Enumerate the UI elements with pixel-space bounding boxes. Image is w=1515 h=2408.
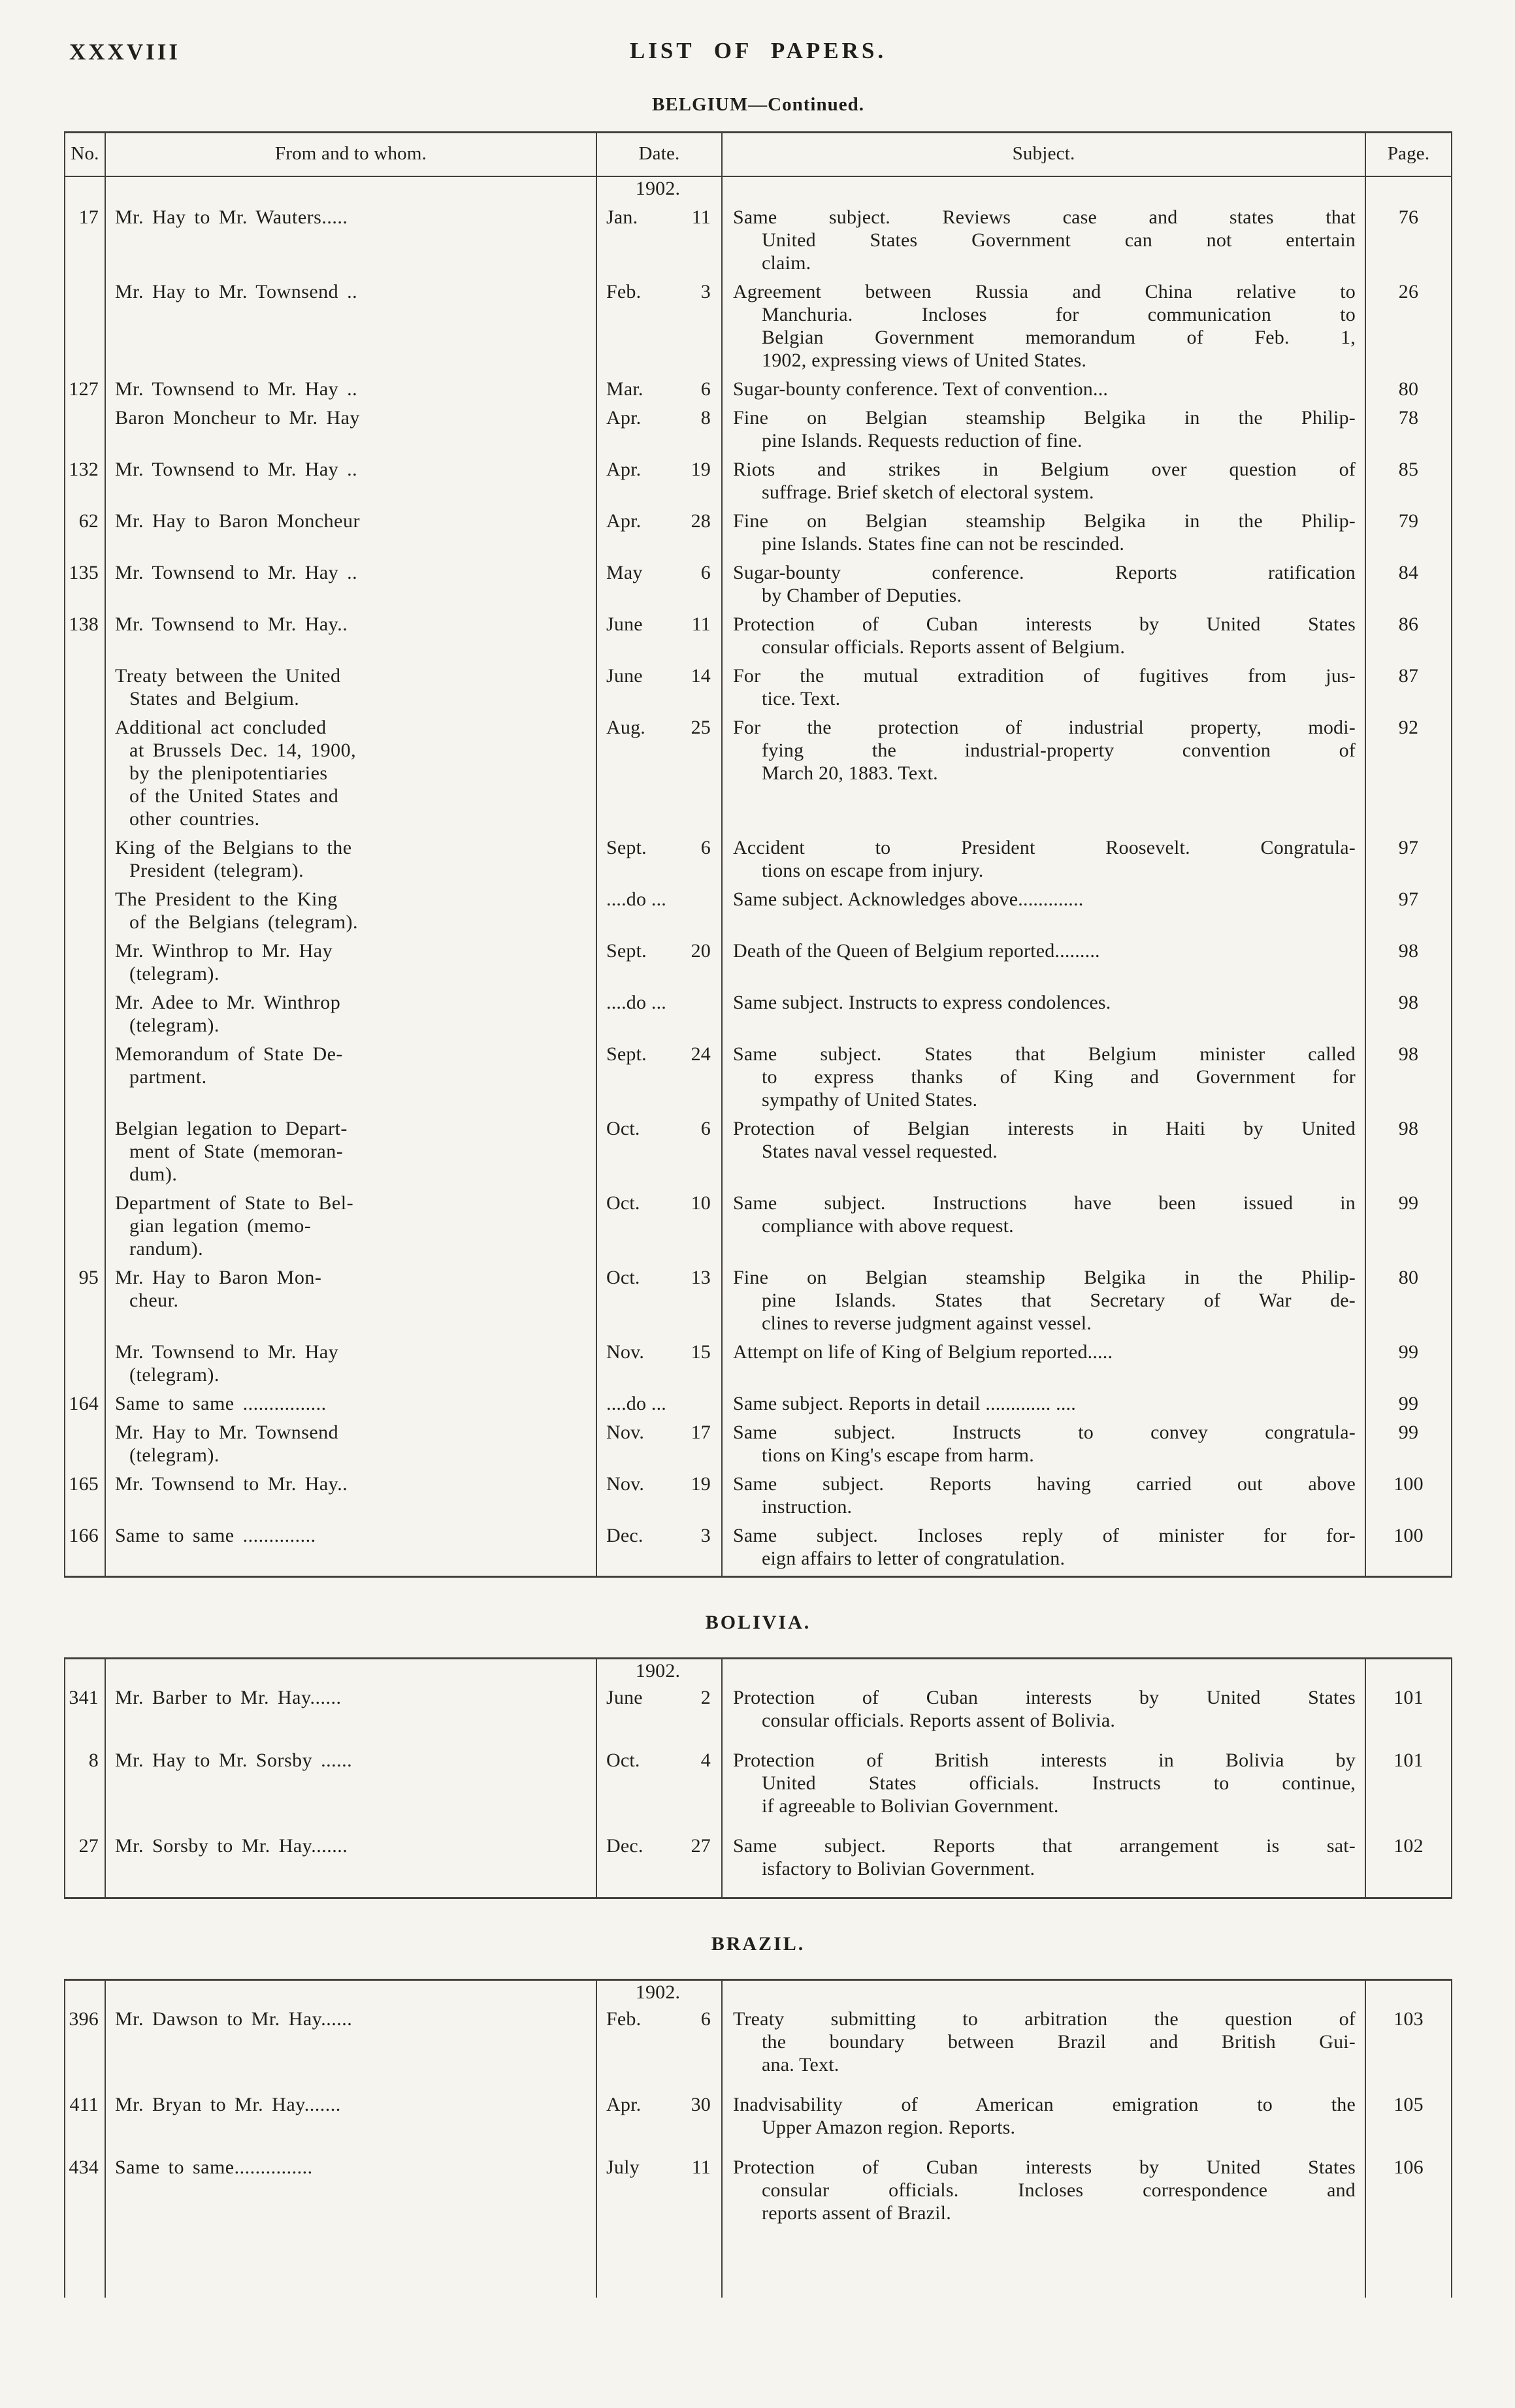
subject-cell: Riots and strikes in Belgium over question of suffrage. Brief sketch of electoral system. <box>722 458 1365 510</box>
document-number: 341 <box>65 1686 105 1749</box>
from-to-cell: Mr. Adee to Mr. Winthrop (telegram). <box>105 991 596 1043</box>
subject-cell: For the protection of industrial property, modi- fying the industrial-property convention of March 20, 1883. Text. <box>722 716 1365 836</box>
subject-cell <box>722 1659 1365 1687</box>
date-day: 3 <box>700 281 711 302</box>
page-title: LIST OF PAPERS. <box>629 38 887 63</box>
from-to-cell: Additional act concluded at Brussels Dec. 14, 1900, by the plenipotentiaries of the United States and other countries. <box>105 716 596 836</box>
date-month: Nov. <box>606 1341 645 1363</box>
date-cell <box>596 1524 722 1577</box>
no-cell <box>65 1980 105 2008</box>
from-to-cell <box>105 176 596 206</box>
from-to-cell: Same to same ................ <box>105 1392 596 1421</box>
date-day: 6 <box>700 562 711 583</box>
date-day: 19 <box>691 1473 711 1495</box>
page-number: 80 <box>1365 378 1452 406</box>
subject-cell: Inadvisability of American emigration to the Upper Amazon region. Reports. <box>722 2093 1365 2156</box>
date-cell <box>596 1472 722 1524</box>
page-number: 103 <box>1365 2008 1452 2093</box>
date-month: June <box>606 1687 643 1708</box>
page-number: 106 <box>1365 2156 1452 2241</box>
from-to-cell: Mr. Townsend to Mr. Hay .. <box>105 458 596 510</box>
column-header-date: Date. <box>596 133 722 177</box>
paper-row <box>65 378 1452 406</box>
date-cell <box>596 1421 722 1472</box>
subject-cell: Sugar-bounty conference. Text of convention... <box>722 378 1365 406</box>
date-cell <box>596 1043 722 1117</box>
date-cell <box>596 1192 722 1266</box>
date-month: Sept. <box>606 837 647 858</box>
document-number <box>65 836 105 888</box>
subject-cell: Protection of Cuban interests by United States consular officials. Reports assent of Belgium. <box>722 613 1365 664</box>
page-number: 78 <box>1365 406 1452 458</box>
date-day: 30 <box>691 2094 711 2115</box>
column-header-page: Page. <box>1365 133 1452 177</box>
date-cell <box>596 716 722 836</box>
date-month: Feb. <box>606 281 642 302</box>
from-to-cell <box>105 1659 596 1687</box>
page-cell <box>1365 1980 1452 2008</box>
page-number: 85 <box>1365 458 1452 510</box>
paper-row <box>65 510 1452 561</box>
date-cell <box>596 1659 722 1687</box>
subject-cell: Same subject. Incloses reply of minister for for- eign affairs to letter of congratulation. <box>722 1524 1365 1577</box>
date-month: June <box>606 613 643 635</box>
date-month: Oct. <box>606 1267 640 1288</box>
date-day: 10 <box>691 1192 711 1214</box>
from-to-cell: Mr. Sorsby to Mr. Hay....... <box>105 1834 596 1898</box>
date-month: Apr. <box>606 2094 642 2115</box>
from-to-cell: Mr. Hay to Baron Moncheur <box>105 510 596 561</box>
date-cell <box>596 1392 722 1421</box>
paper-row <box>65 716 1452 836</box>
date-cell <box>596 1117 722 1192</box>
date-day: 11 <box>691 206 711 228</box>
subject-cell: Same subject. Acknowledges above............. <box>722 888 1365 939</box>
no-cell <box>65 176 105 206</box>
date-day: 20 <box>691 940 711 962</box>
paper-row <box>65 1392 1452 1421</box>
date-month: Nov. <box>606 1473 645 1495</box>
year-label: 1902. <box>635 1660 681 1682</box>
paper-row <box>65 206 1452 280</box>
column-header-no: No. <box>65 133 105 177</box>
paper-row <box>65 613 1452 664</box>
page-number: 101 <box>1365 1749 1452 1834</box>
page-number: 92 <box>1365 716 1452 836</box>
papers-table-brazil <box>64 1979 1452 2298</box>
document-number: 27 <box>65 1834 105 1898</box>
papers-table-belgium <box>64 131 1452 1578</box>
subject-cell: Same subject. Reports in detail ............. .... <box>722 1392 1365 1421</box>
date-cell <box>596 176 722 206</box>
date-month: Apr. <box>606 510 642 532</box>
date-month: July <box>606 2156 640 2178</box>
date-cell <box>596 2156 722 2241</box>
date-day: 6 <box>700 837 711 858</box>
from-to-cell: Mr. Hay to Mr. Sorsby ...... <box>105 1749 596 1834</box>
from-to-cell: The President to the King of the Belgians (telegram). <box>105 888 596 939</box>
document-number: 396 <box>65 2008 105 2093</box>
date-day: 6 <box>700 1118 711 1139</box>
document-number <box>65 939 105 991</box>
subject-cell: Same subject. Instructions have been issued in compliance with above request. <box>722 1192 1365 1266</box>
date-day: 27 <box>691 1835 711 1857</box>
date-month: Oct. <box>606 1749 640 1771</box>
date-month: Oct. <box>606 1192 640 1214</box>
year-row <box>65 1980 1452 2008</box>
year-label: 1902. <box>635 1981 681 2003</box>
document-number <box>65 406 105 458</box>
document-number <box>65 664 105 716</box>
paper-row <box>65 1472 1452 1524</box>
paper-row <box>65 664 1452 716</box>
from-to-cell: Department of State to Bel- gian legation (memo- randum). <box>105 1192 596 1266</box>
date-month: Oct. <box>606 1118 640 1139</box>
document-number <box>65 716 105 836</box>
from-to-cell: Baron Moncheur to Mr. Hay <box>105 406 596 458</box>
page-number: 99 <box>1365 1341 1452 1392</box>
date-cell <box>596 378 722 406</box>
paper-row <box>65 1266 1452 1341</box>
date-cell <box>596 561 722 613</box>
document-number: 17 <box>65 206 105 280</box>
date-day: 3 <box>700 1525 711 1546</box>
paper-row <box>65 1043 1452 1117</box>
date-cell <box>596 1341 722 1392</box>
date-cell <box>596 510 722 561</box>
date-day: 13 <box>691 1267 711 1288</box>
date-month: Sept. <box>606 1043 647 1065</box>
document-number <box>65 1043 105 1117</box>
table-body-brazil <box>65 1980 1452 2298</box>
date-day: 8 <box>700 407 711 429</box>
subject-cell: Protection of Cuban interests by United States consular officials. Reports assent of Bolivia. <box>722 1686 1365 1749</box>
date-day: 6 <box>700 2008 711 2030</box>
date-month: ....do ... <box>606 992 666 1013</box>
page-header <box>64 37 1452 74</box>
from-to-cell: Same to same............... <box>105 2156 596 2241</box>
from-to-cell: Mr. Townsend to Mr. Hay .. <box>105 378 596 406</box>
document-number <box>65 1117 105 1192</box>
date-cell <box>596 613 722 664</box>
from-to-cell: Mr. Townsend to Mr. Hay .. <box>105 561 596 613</box>
paper-row <box>65 1749 1452 1834</box>
paper-row <box>65 561 1452 613</box>
page-number: 80 <box>1365 1266 1452 1341</box>
document-number <box>65 1192 105 1266</box>
subject-cell: Fine on Belgian steamship Belgika in the Philip- pine Islands. States that Secretary of War de- clines to reverse judgment against vessel. <box>722 1266 1365 1341</box>
table-body-bolivia <box>65 1659 1452 1898</box>
subject-cell: Treaty submitting to arbitration the question of the boundary between Brazil and British Gui- ana. Text. <box>722 2008 1365 2093</box>
date-month: ....do ... <box>606 888 666 910</box>
document-number <box>65 888 105 939</box>
subject-cell: Same subject. Instructs to convey congratula- tions on King's escape from harm. <box>722 1421 1365 1472</box>
section-heading-bolivia: BOLIVIA. <box>705 1612 811 1633</box>
date-day: 28 <box>691 510 711 532</box>
date-cell <box>596 280 722 378</box>
from-to-cell: Mr. Townsend to Mr. Hay.. <box>105 1472 596 1524</box>
from-to-cell: Mr. Hay to Mr. Wauters..... <box>105 206 596 280</box>
from-to-cell: Mr. Bryan to Mr. Hay....... <box>105 2093 596 2156</box>
date-day: 4 <box>700 1749 711 1771</box>
date-day: 17 <box>691 1422 711 1443</box>
document-number: 164 <box>65 1392 105 1421</box>
table-spacer-row <box>65 2241 1452 2298</box>
page-number: 97 <box>1365 888 1452 939</box>
column-header-from: From and to whom. <box>105 133 596 177</box>
page-number: 98 <box>1365 939 1452 991</box>
subject-cell: Fine on Belgian steamship Belgika in the Philip- pine Islands. States fine can not be rescinded. <box>722 510 1365 561</box>
document-number <box>65 991 105 1043</box>
papers-table-bolivia <box>64 1657 1452 1899</box>
document-number: 127 <box>65 378 105 406</box>
paper-row <box>65 1117 1452 1192</box>
subject-cell: Fine on Belgian steamship Belgika in the Philip- pine Islands. Requests reduction of fine. <box>722 406 1365 458</box>
date-cell <box>596 664 722 716</box>
document-number: 135 <box>65 561 105 613</box>
from-to-cell: King of the Belgians to the President (telegram). <box>105 836 596 888</box>
date-cell <box>596 836 722 888</box>
date-month: ....do ... <box>606 1393 666 1414</box>
table-header-row <box>65 133 1452 177</box>
section-heading-belgium-continued: BELGIUM—Continued. <box>652 94 864 115</box>
date-day: 19 <box>691 459 711 480</box>
paper-row <box>65 458 1452 510</box>
subject-cell: Same subject. Instructs to express condolences. <box>722 991 1365 1043</box>
page-number: 86 <box>1365 613 1452 664</box>
page-number: 99 <box>1365 1421 1452 1472</box>
document-number <box>65 1341 105 1392</box>
date-cell <box>596 1686 722 1749</box>
from-to-cell: Mr. Townsend to Mr. Hay.. <box>105 613 596 664</box>
document-number: 132 <box>65 458 105 510</box>
year-row <box>65 176 1452 206</box>
document-number: 8 <box>65 1749 105 1834</box>
document-number: 434 <box>65 2156 105 2241</box>
from-to-cell: Same to same .............. <box>105 1524 596 1577</box>
date-cell <box>596 2008 722 2093</box>
page-number: 100 <box>1365 1472 1452 1524</box>
date-day: 14 <box>691 665 711 687</box>
date-cell <box>596 1266 722 1341</box>
page-number: 101 <box>1365 1686 1452 1749</box>
subject-cell: For the mutual extradition of fugitives from jus- tice. Text. <box>722 664 1365 716</box>
page-number: 76 <box>1365 206 1452 280</box>
date-month: Dec. <box>606 1525 643 1546</box>
from-to-cell: Mr. Hay to Mr. Townsend (telegram). <box>105 1421 596 1472</box>
subject-cell: Same subject. Reviews case and states that United States Government can not entertain claim. <box>722 206 1365 280</box>
date-day: 11 <box>691 613 711 635</box>
document-number: 411 <box>65 2093 105 2156</box>
paper-row <box>65 1192 1452 1266</box>
subject-cell <box>722 176 1365 206</box>
date-month: Mar. <box>606 378 643 400</box>
date-cell <box>596 939 722 991</box>
subject-cell: Protection of Cuban interests by United States consular officials. Incloses correspondence and reports assent of Brazil. <box>722 2156 1365 2241</box>
document-number <box>65 280 105 378</box>
paper-row <box>65 280 1452 378</box>
paper-row <box>65 2156 1452 2241</box>
page-number: 98 <box>1365 1043 1452 1117</box>
from-to-cell: Mr. Winthrop to Mr. Hay (telegram). <box>105 939 596 991</box>
subject-cell: Death of the Queen of Belgium reported......... <box>722 939 1365 991</box>
paper-row <box>65 1686 1452 1749</box>
subject-cell: Same subject. States that Belgium minister called to express thanks of King and Government for sympathy of United States. <box>722 1043 1365 1117</box>
date-cell <box>596 991 722 1043</box>
from-to-cell: Mr. Hay to Mr. Townsend .. <box>105 280 596 378</box>
page-number: 102 <box>1365 1834 1452 1898</box>
date-day: 6 <box>700 378 711 400</box>
subject-cell: Same subject. Reports that arrangement is sat- isfactory to Bolivian Government. <box>722 1834 1365 1898</box>
subject-cell: Protection of British interests in Bolivia by United States officials. Instructs to continue, if agreeable to Bolivian Government. <box>722 1749 1365 1834</box>
date-cell <box>596 1980 722 2008</box>
from-to-cell: Treaty between the United States and Belgium. <box>105 664 596 716</box>
document-number: 166 <box>65 1524 105 1577</box>
date-cell <box>596 458 722 510</box>
page-cell <box>1365 176 1452 206</box>
document-number <box>65 1421 105 1472</box>
paper-row <box>65 991 1452 1043</box>
paper-row <box>65 1524 1452 1577</box>
date-day: 11 <box>691 2156 711 2178</box>
paper-row <box>65 836 1452 888</box>
date-month: Nov. <box>606 1422 645 1443</box>
year-label: 1902. <box>635 178 681 199</box>
date-month: June <box>606 665 643 687</box>
from-to-cell: Mr. Barber to Mr. Hay...... <box>105 1686 596 1749</box>
date-month: Apr. <box>606 407 642 429</box>
page-folio: XXXVIII <box>69 39 180 65</box>
date-month: Sept. <box>606 940 647 962</box>
subject-cell: Accident to President Roosevelt. Congratula- tions on escape from injury. <box>722 836 1365 888</box>
date-cell <box>596 206 722 280</box>
subject-cell: Same subject. Reports having carried out above instruction. <box>722 1472 1365 1524</box>
date-day: 24 <box>691 1043 711 1065</box>
table-body-belgium <box>65 176 1452 1577</box>
document-number: 62 <box>65 510 105 561</box>
page-number: 98 <box>1365 991 1452 1043</box>
subject-cell <box>722 1980 1365 2008</box>
date-month: Dec. <box>606 1835 643 1857</box>
date-cell <box>596 406 722 458</box>
page-number: 97 <box>1365 836 1452 888</box>
date-cell <box>596 1749 722 1834</box>
document-number: 95 <box>65 1266 105 1341</box>
year-row <box>65 1659 1452 1687</box>
paper-row <box>65 2008 1452 2093</box>
paper-row <box>65 2093 1452 2156</box>
page-number: 84 <box>1365 561 1452 613</box>
paper-row <box>65 1421 1452 1472</box>
no-cell <box>65 1659 105 1687</box>
date-cell <box>596 2093 722 2156</box>
from-to-cell: Mr. Hay to Baron Mon- cheur. <box>105 1266 596 1341</box>
page-cell <box>1365 1659 1452 1687</box>
date-month: Apr. <box>606 459 642 480</box>
date-month: Feb. <box>606 2008 642 2030</box>
page-number: 105 <box>1365 2093 1452 2156</box>
date-day: 25 <box>691 717 711 738</box>
date-day: 2 <box>700 1687 711 1708</box>
page-number: 79 <box>1365 510 1452 561</box>
date-day: 15 <box>691 1341 711 1363</box>
from-to-cell: Mr. Dawson to Mr. Hay...... <box>105 2008 596 2093</box>
page-number: 87 <box>1365 664 1452 716</box>
document-number: 165 <box>65 1472 105 1524</box>
page-number: 26 <box>1365 280 1452 378</box>
from-to-cell: Memorandum of State De- partment. <box>105 1043 596 1117</box>
date-month: May <box>606 562 643 583</box>
paper-row <box>65 939 1452 991</box>
date-month: Jan. <box>606 206 638 228</box>
from-to-cell: Belgian legation to Depart- ment of State (memoran- dum). <box>105 1117 596 1192</box>
subject-cell: Sugar-bounty conference. Reports ratification by Chamber of Deputies. <box>722 561 1365 613</box>
paper-row <box>65 888 1452 939</box>
page-number: 100 <box>1365 1524 1452 1577</box>
date-cell <box>596 888 722 939</box>
page-number: 98 <box>1365 1117 1452 1192</box>
from-to-cell: Mr. Townsend to Mr. Hay (telegram). <box>105 1341 596 1392</box>
from-to-cell <box>105 1980 596 2008</box>
document-number: 138 <box>65 613 105 664</box>
paper-row <box>65 406 1452 458</box>
subject-cell: Attempt on life of King of Belgium reported..... <box>722 1341 1365 1392</box>
subject-cell: Protection of Belgian interests in Haiti by United States naval vessel requested. <box>722 1117 1365 1192</box>
section-heading-brazil: BRAZIL. <box>711 1933 806 1955</box>
page-number: 99 <box>1365 1192 1452 1266</box>
paper-row <box>65 1341 1452 1392</box>
paper-row <box>65 1834 1452 1898</box>
column-header-subject: Subject. <box>722 133 1365 177</box>
date-month: Aug. <box>606 717 645 738</box>
page-number: 99 <box>1365 1392 1452 1421</box>
date-cell <box>596 1834 722 1898</box>
subject-cell: Agreement between Russia and China relative to Manchuria. Incloses for communication to Belgian Government memorandum of Feb. 1, 1902, expressing views of United States. <box>722 280 1365 378</box>
